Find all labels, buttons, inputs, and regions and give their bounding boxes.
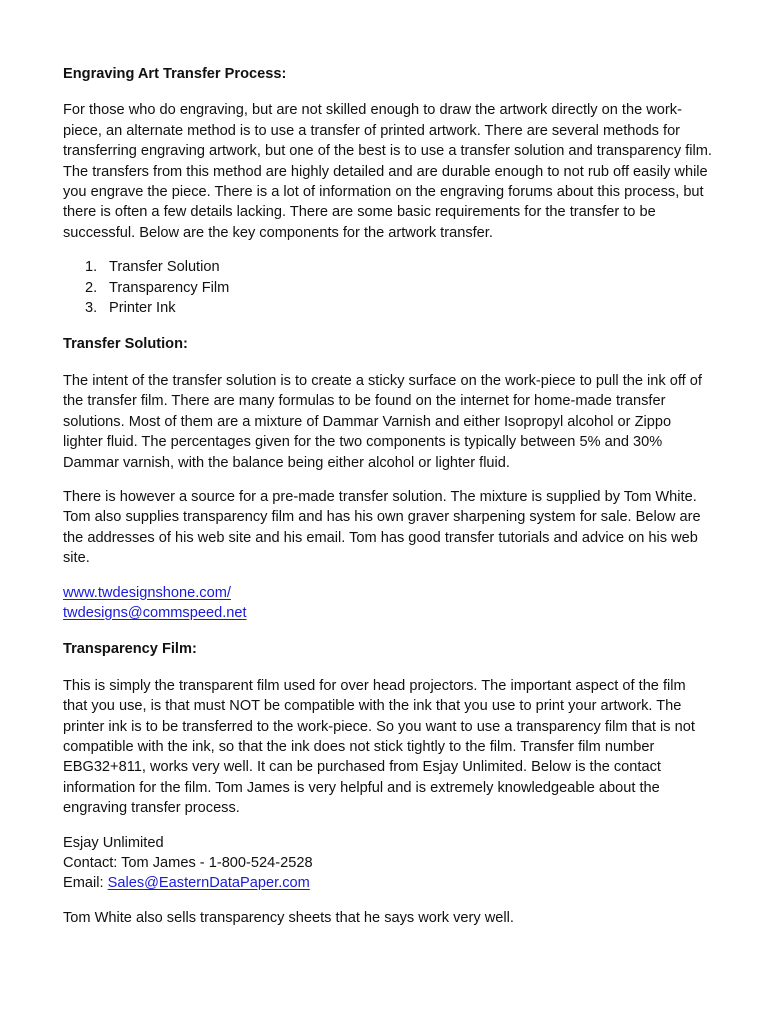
list-item: [63, 278, 713, 298]
closing-paragraph: Tom White also sells transparency sheets that he says work very well.: [63, 909, 514, 926]
list-item: [63, 257, 713, 277]
transfer-solution-paragraph-2: There is however a source for a pre-made transfer solution. The mixture is supplied by Tom White. Tom also supplies transparency film and has his own graver sharpening system for sale. Below are the addresses of his web site and his email. Tom has good transfer tutorials and advice on his web site.: [63, 488, 701, 567]
email-label: Email:: [63, 875, 108, 892]
list-item-label: Transfer Solution: [109, 259, 220, 276]
list-item-number: 3.: [85, 300, 98, 317]
list-item-label: Transparency Film: [109, 279, 230, 296]
esjay-contact-block: [63, 833, 713, 894]
intro-paragraph: For those who do engraving, but are not skilled enough to draw the artwork directly on the work-piece, an alternate method is to use a transfer of printed artwork. There are several methods for transferring engraving artwork, but one of the best is to use a transfer solution and transparency film. The transfers from this method are highly detailed and are durable enough to not rub off easily while you engrave the piece. There is a lot of information on the engraving forums about this process, but there is often a few details lacking. There are some basic requirements for the transfer to be successful. Below are the key components for the artwork transfer.: [63, 102, 712, 241]
email-link[interactable]: twdesigns@commspeed.net: [63, 604, 247, 621]
tom-white-links: [63, 583, 713, 624]
transparency-film-paragraph: This is simply the transparent film used for over head projectors. The important aspect of the film that you use, is that must NOT be compatible with the ink that you use to print your artwork. The printer ink is to be transferred to the work-piece. So you want to use a transparency film that is not compatible with the ink, so that the ink does not stick tightly to the film. Transfer film number EBG32+811, works very well. It can be purchased from Esjay Unlimited. Below is the contact information for the film. Tom James is very helpful and is extremely knowledgeable about the engraving transfer process.: [63, 677, 695, 817]
transfer-solution-heading: Transfer Solution:: [63, 336, 188, 353]
contact-email-line: [63, 873, 713, 893]
document-title: Engraving Art Transfer Process:: [63, 66, 287, 82]
transparency-film-heading: Transparency Film:: [63, 641, 197, 658]
list-item-number: 1.: [85, 259, 98, 276]
company-name: Esjay Unlimited: [63, 834, 164, 851]
document-page: [63, 64, 713, 928]
components-list: [63, 257, 713, 318]
sales-email-link[interactable]: Sales@EasternDataPaper.com: [107, 875, 310, 892]
transfer-solution-paragraph-1: The intent of the transfer solution is to create a sticky surface on the work-piece to pull the ink off of the transfer film. There are many formulas to be found on the internet for home-made transfer solutions. Most of them are a mixture of Dammar Varnish and either Isopropyl alcohol or Zippo lighter fluid. The percentages given for the two components is typically between 5% and 30% Dammar varnish, with the balance being either alcohol or lighter fluid.: [63, 372, 702, 471]
list-item-number: 2.: [85, 279, 98, 296]
website-link[interactable]: www.twdesignshone.com/: [63, 584, 231, 601]
contact-phone: Contact: Tom James - 1-800-524-2528: [63, 855, 313, 871]
list-item: [63, 298, 713, 318]
list-item-label: Printer Ink: [109, 300, 176, 317]
